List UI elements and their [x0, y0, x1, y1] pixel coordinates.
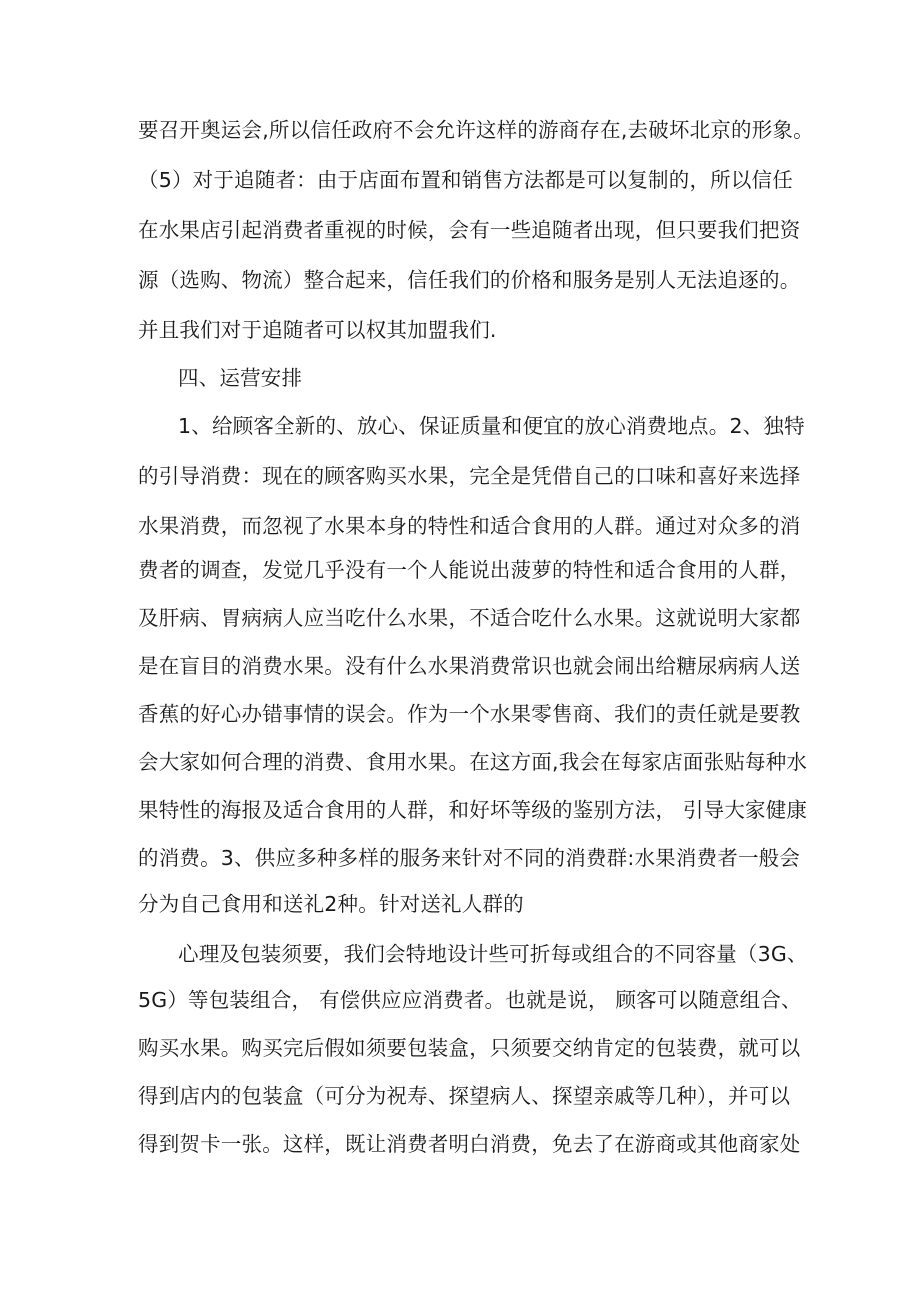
text-line: 购买水果。购买完后假如须要包装盒，只须要交纳肯定的包装费，就可以 — [138, 1036, 801, 1060]
text-line: 的引导消费：现在的顾客购买水果，完全是凭借自己的口味和喜好来选择 — [138, 464, 801, 488]
text-line: 是在盲目的消费水果。没有什么水果消费常识也就会闹出给糖尿病病人送 — [138, 654, 801, 678]
text-line: 源（选购、物流）整合起来，信任我们的价格和服务是别人无法追逐的。 — [138, 268, 801, 292]
section-heading: 四、运营安排 — [178, 366, 303, 390]
text-line: 心理及包装须要，我们会特地设计些可折每或组合的不同容量（3G、 — [178, 942, 808, 966]
text-line: 分为自己食用和送礼2种。针对送礼人群的 — [138, 892, 524, 916]
text-line: 费者的调查，发觉几乎没有一个人能说出菠萝的特性和适合食用的人群， — [138, 558, 801, 582]
text-line: 及肝病、胃病病人应当吃什么水果，不适合吃什么水果。这就说明大家都 — [138, 606, 801, 630]
text-line: 果特性的海报及适合食用的人群，和好坏等级的鉴别方法， 引导大家健康 — [138, 798, 808, 822]
text-line: （5）对于追随者：由于店面布置和销售方法都是可以复制的，所以信任 — [138, 168, 793, 192]
text-line: 得到店内的包装盒（可分为祝寿、探望病人、探望亲戚等几种），并可以 — [138, 1084, 791, 1108]
text-line: 得到贺卡一张。这样，既让消费者明白消费，免去了在游商或其他商家处 — [138, 1132, 801, 1156]
text-line: 的消费。3、供应多种多样的服务来针对不同的消费群:水果消费者一般会 — [138, 846, 801, 870]
text-line: 水果消费，而忽视了水果本身的特性和适合食用的人群。通过对众多的消 — [138, 514, 801, 538]
text-line: 5G）等包装组合， 有偿供应应消费者。也就是说， 顾客可以随意组合、 — [138, 988, 802, 1012]
text-line: 香蕉的好心办错事情的误会。作为一个水果零售商、我们的责任就是要教 — [138, 702, 801, 726]
text-line: 1、给顾客全新的、放心、保证质量和便宜的放心消费地点。2、独特 — [178, 414, 805, 438]
text-line: 在水果店引起消费者重视的时候，会有一些追随者出现，但只要我们把资 — [138, 218, 801, 242]
text-line: 要召开奥运会,所以信任政府不会允许这样的游商存在,去破坏北京的形象。 — [138, 118, 814, 142]
text-line: 并且我们对于追随者可以权其加盟我们. — [138, 318, 497, 342]
text-line: 会大家如何合理的消费、食用水果。在这方面,我会在每家店面张贴每种水 — [138, 750, 808, 774]
